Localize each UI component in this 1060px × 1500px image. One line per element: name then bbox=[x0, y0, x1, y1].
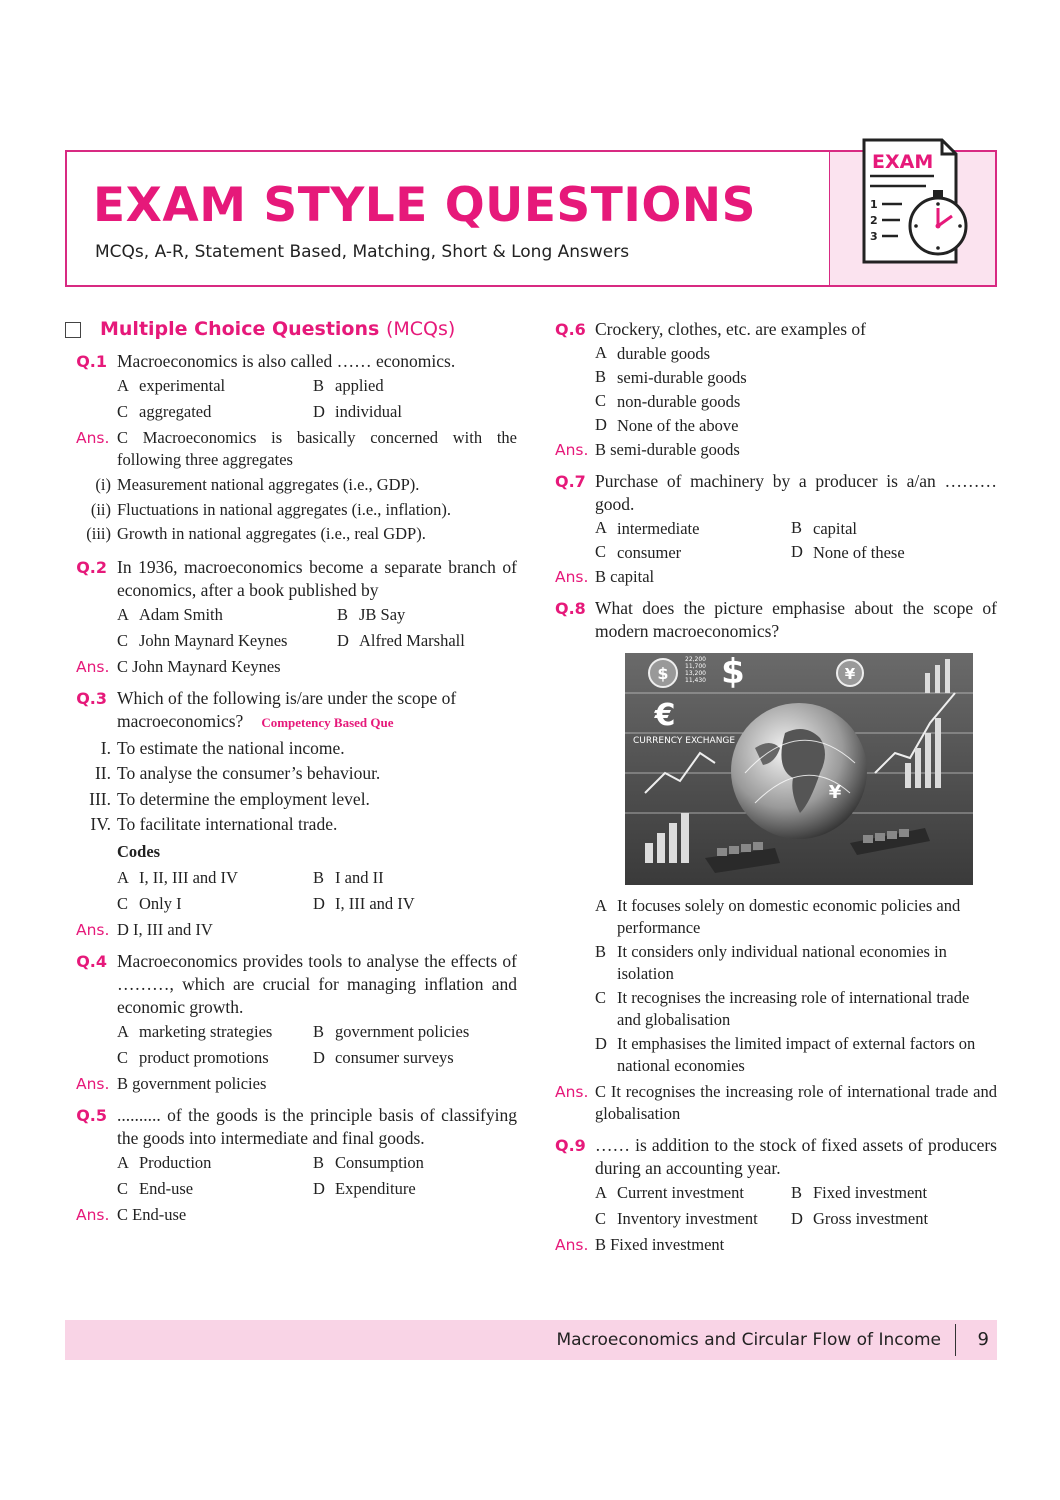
question-number: Q.1 bbox=[76, 352, 107, 371]
option-c: C aggregated bbox=[117, 402, 212, 421]
exam-icon-num-3: 3 bbox=[870, 230, 878, 243]
option-d: D It emphasises the limited impact of external factors on national economies bbox=[595, 1034, 976, 1075]
answer bbox=[555, 439, 997, 461]
picture-ticker-2: 11,700 bbox=[685, 663, 706, 670]
answer-text: C Macroeconomics is basically concerned with the following three aggregates bbox=[117, 428, 517, 469]
option-d: D Alfred Marshall bbox=[337, 630, 465, 650]
option-c: C End-use bbox=[117, 1178, 194, 1198]
option-d: D Gross investment bbox=[791, 1209, 929, 1228]
left-column bbox=[65, 316, 517, 1226]
option-a: A intermediate bbox=[595, 518, 700, 538]
answer-label: Ans. bbox=[76, 920, 110, 939]
question-number: Q.8 bbox=[555, 599, 586, 618]
option-c: C consumer bbox=[595, 542, 682, 562]
options bbox=[595, 341, 997, 437]
option-a: A durable goods bbox=[595, 343, 711, 363]
option-b: B Consumption bbox=[313, 1152, 424, 1172]
question-4 bbox=[65, 950, 517, 1019]
answer-label: Ans. bbox=[555, 568, 589, 586]
question-number: Q.5 bbox=[76, 1105, 107, 1125]
picture-yen-1: ¥ bbox=[844, 665, 856, 683]
question-text: Which of the following is/are under the scope of macroeconomics? Competency Based Que bbox=[117, 687, 457, 731]
option-b: B applied bbox=[313, 376, 384, 395]
option-c: C It recognises the increasing role of international trade and globalisation bbox=[595, 988, 970, 1029]
answer bbox=[555, 566, 997, 588]
section-heading bbox=[65, 318, 517, 341]
header-banner bbox=[65, 150, 997, 287]
picture-yen-2: ¥ bbox=[828, 782, 842, 803]
option-c: C non-durable goods bbox=[595, 391, 741, 411]
question-9 bbox=[555, 1134, 997, 1180]
question-7 bbox=[555, 470, 997, 516]
picture-ticker-4: 11,430 bbox=[685, 677, 706, 684]
section-title: Multiple Choice Questions bbox=[100, 318, 380, 340]
option-c: C John Maynard Keynes bbox=[117, 630, 288, 650]
option-d: D None of these bbox=[791, 542, 905, 562]
answer-label: Ans. bbox=[76, 1205, 110, 1224]
option-c: C Inventory investment bbox=[595, 1209, 758, 1228]
answer-label: Ans. bbox=[555, 1236, 589, 1254]
answer-label: Ans. bbox=[555, 441, 589, 459]
picture-dollar-1: $ bbox=[657, 664, 669, 683]
answer bbox=[65, 656, 517, 678]
chapter-title: Macroeconomics and Circular Flow of Income bbox=[556, 1330, 941, 1350]
option-d: D individual bbox=[313, 402, 402, 421]
answer bbox=[65, 919, 517, 941]
answer bbox=[65, 427, 517, 471]
answer bbox=[65, 1204, 517, 1226]
option-b: B I and II bbox=[313, 867, 384, 887]
answer bbox=[65, 1073, 517, 1095]
question-number: Q.2 bbox=[76, 557, 107, 577]
exam-clipboard-icon bbox=[856, 136, 974, 276]
checkbox-icon bbox=[65, 322, 81, 338]
option-c: C product promotions bbox=[117, 1047, 269, 1067]
footer-band bbox=[65, 1320, 997, 1360]
option-a: A I, II, III and IV bbox=[117, 867, 238, 887]
answer-text: C It recognises the increasing role of international trade and globalisation bbox=[595, 1082, 997, 1123]
list-item: III. To determine the employment level. bbox=[89, 788, 370, 809]
answer-label: Ans. bbox=[76, 657, 110, 676]
options bbox=[595, 893, 997, 1077]
picture-dollar-2: $ bbox=[721, 653, 745, 692]
answer-text: C John Maynard Keynes bbox=[117, 656, 281, 676]
answer-items bbox=[65, 473, 517, 547]
list-item: I. To estimate the national income. bbox=[100, 737, 345, 758]
question-text: …… is addition to the stock of fixed assets of producers during an accounting year. bbox=[595, 1135, 997, 1178]
option-a: A It focuses solely on domestic economic policies and performance bbox=[595, 896, 961, 937]
list-item: (iii) Growth in national aggregates (i.e., real GDP). bbox=[86, 524, 426, 543]
footer-divider bbox=[955, 1324, 957, 1356]
option-d: D I, III and IV bbox=[313, 893, 415, 913]
answer-text: B capital bbox=[595, 567, 655, 586]
question-6 bbox=[555, 318, 997, 341]
option-a: A experimental bbox=[117, 376, 226, 395]
picture-ticker-3: 13,200 bbox=[685, 670, 706, 677]
question-text: Macroeconomics is also called …… economics. bbox=[117, 351, 456, 371]
list-item: II. To analyse the consumer’s behaviour. bbox=[94, 763, 381, 783]
question-text: In 1936, macroeconomics become a separate branch of economics, after a book published by bbox=[117, 556, 517, 600]
question-5 bbox=[65, 1104, 517, 1150]
question-1 bbox=[65, 350, 517, 373]
question-text: Macroeconomics provides tools to analyse the effects of ………, which are crucial for managing inflation and economic growth. bbox=[117, 950, 517, 1017]
exam-icon-box bbox=[829, 152, 995, 285]
question-number: Q.7 bbox=[555, 472, 586, 491]
page-title: EXAM STYLE QUESTIONS bbox=[93, 178, 756, 233]
option-b: B JB Say bbox=[337, 604, 406, 624]
picture-euro: € bbox=[654, 698, 676, 733]
section-title-suffix: (MCQs) bbox=[385, 318, 456, 340]
exam-icon-num-1: 1 bbox=[870, 198, 878, 211]
question-text: What does the picture emphasise about the scope of modern macroeconomics? bbox=[595, 598, 997, 641]
answer bbox=[555, 1234, 997, 1256]
competency-tag: Competency Based Que bbox=[261, 714, 394, 730]
question-number: Q.9 bbox=[555, 1136, 586, 1155]
option-b: B It considers only individual national economies in isolation bbox=[595, 942, 947, 983]
page-subtitle: MCQs, A-R, Statement Based, Matching, Short & Long Answers bbox=[95, 242, 630, 262]
picture-currency-label: CURRENCY EXCHANGE bbox=[633, 736, 736, 746]
question-number: Q.6 bbox=[555, 320, 586, 339]
question-8 bbox=[555, 597, 997, 643]
answer-text: B semi-durable goods bbox=[595, 440, 740, 459]
option-b: B government policies bbox=[313, 1021, 470, 1041]
options bbox=[117, 602, 517, 654]
option-a: A Production bbox=[117, 1152, 212, 1172]
option-a: A marketing strategies bbox=[117, 1021, 273, 1041]
question-text: Crockery, clothes, etc. are examples of bbox=[595, 319, 866, 339]
right-column bbox=[555, 318, 997, 1256]
exam-icon-num-2: 2 bbox=[870, 214, 878, 227]
option-b: B capital bbox=[791, 518, 857, 538]
exam-icon-label: EXAM bbox=[872, 151, 934, 173]
answer-label: Ans. bbox=[76, 429, 110, 447]
option-d: D consumer surveys bbox=[313, 1047, 454, 1067]
answer-text: D I, III and IV bbox=[117, 919, 213, 939]
list-item: IV. To facilitate international trade. bbox=[90, 814, 338, 834]
picture-ticker-1: 22,200 bbox=[685, 656, 706, 663]
answer-text: B government policies bbox=[117, 1073, 267, 1093]
answer-label: Ans. bbox=[555, 1083, 589, 1101]
option-b: B Fixed investment bbox=[791, 1183, 928, 1202]
codes-label: Codes bbox=[117, 841, 161, 861]
options bbox=[117, 865, 517, 917]
question-number: Q.4 bbox=[76, 951, 107, 971]
options bbox=[595, 1180, 997, 1232]
option-b: B semi-durable goods bbox=[595, 367, 747, 387]
options bbox=[117, 1150, 517, 1202]
page-number: 9 bbox=[977, 1329, 989, 1350]
question-number: Q.3 bbox=[76, 688, 107, 708]
option-c: C Only I bbox=[117, 893, 182, 913]
option-a: A Current investment bbox=[595, 1183, 744, 1202]
answer-text: B Fixed investment bbox=[595, 1235, 725, 1254]
options bbox=[595, 516, 997, 564]
question-3 bbox=[65, 687, 517, 734]
options bbox=[117, 373, 517, 425]
global-trade-picture bbox=[625, 653, 973, 885]
answer bbox=[555, 1081, 997, 1125]
question-2 bbox=[65, 556, 517, 602]
statement-list bbox=[65, 736, 517, 838]
answer-label: Ans. bbox=[76, 1074, 110, 1093]
options bbox=[117, 1019, 517, 1071]
answer-text: C End-use bbox=[117, 1204, 187, 1224]
option-d: D None of the above bbox=[595, 415, 739, 435]
option-d: D Expenditure bbox=[313, 1178, 416, 1198]
option-a: A Adam Smith bbox=[117, 604, 223, 624]
question-text: .......... of the goods is the principle basis of classifying the goods into intermediate and final goods. bbox=[117, 1104, 517, 1148]
question-text: Purchase of machinery by a producer is a/an ……… good. bbox=[595, 471, 997, 514]
list-item: (i) Measurement national aggregates (i.e., GDP). bbox=[95, 475, 420, 494]
list-item: (ii) Fluctuations in national aggregates (i.e., inflation). bbox=[90, 499, 452, 519]
